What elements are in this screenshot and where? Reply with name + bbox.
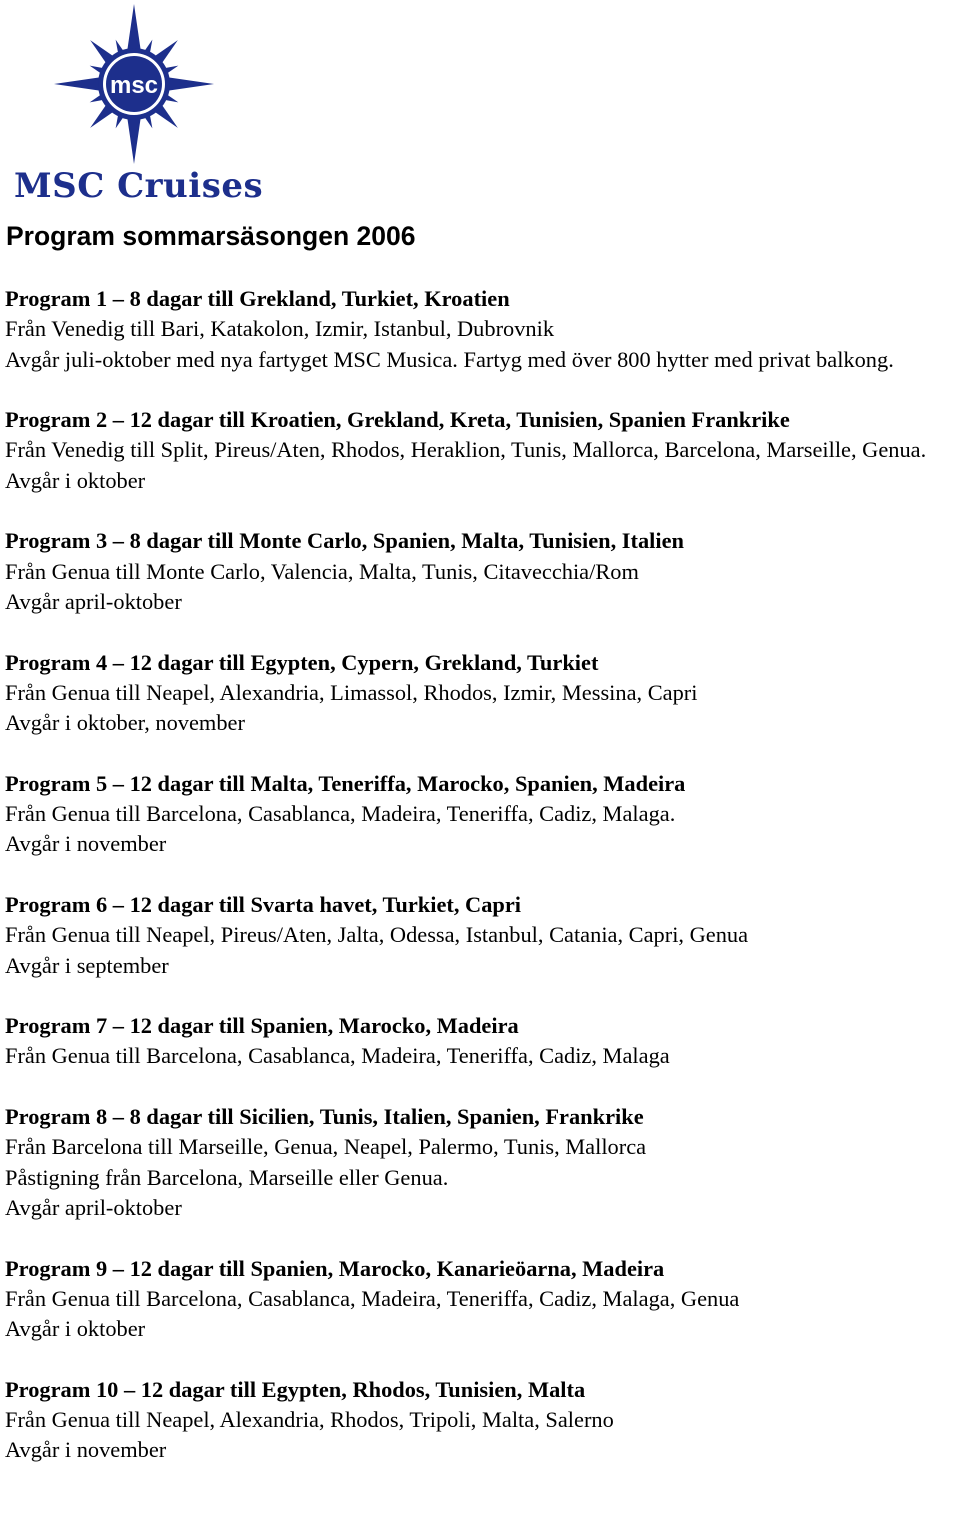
program-detail-line: Avgår i september xyxy=(5,952,169,978)
program-detail-line: Från Genua till Barcelona, Casablanca, Madeira, Teneriffa, Cadiz, Malaga. xyxy=(5,801,676,827)
program-heading: Program 4 – 12 dagar till Egypten, Cypern, Grekland, Turkiet xyxy=(5,649,599,675)
program-detail-line: Avgår i oktober, november xyxy=(5,710,245,736)
program-detail-line: Från Genua till Neapel, Alexandria, Limassol, Rhodos, Izmir, Messina, Capri xyxy=(5,679,698,705)
program-entry xyxy=(5,284,955,375)
program-heading: Program 3 – 8 dagar till Monte Carlo, Spanien, Malta, Tunisien, Italien xyxy=(5,528,685,554)
program-detail-line: Från Genua till Barcelona, Casablanca, Madeira, Teneriffa, Cadiz, Malaga, Genua xyxy=(5,1285,740,1311)
program-entry xyxy=(5,890,955,981)
program-heading: Program 2 – 12 dagar till Kroatien, Grekland, Kreta, Tunisien, Spanien Frankrike xyxy=(5,407,790,433)
program-entry xyxy=(5,1102,955,1223)
program-detail-line: Avgår i november xyxy=(5,1437,167,1463)
program-detail-line: Avgår i oktober xyxy=(5,467,146,493)
msc-monogram: msc xyxy=(109,72,159,99)
program-heading: Program 10 – 12 dagar till Egypten, Rhodos, Tunisien, Malta xyxy=(5,1376,586,1402)
program-entry xyxy=(5,1375,955,1466)
program-list xyxy=(5,284,955,1496)
compass-star-icon xyxy=(6,2,256,172)
program-entry xyxy=(5,526,955,617)
page-title: Program sommarsäsongen 2006 xyxy=(6,221,416,251)
program-detail-line: Avgår april-oktober xyxy=(5,1194,182,1220)
program-entry xyxy=(5,1011,955,1072)
program-detail-line: Påstigning från Barcelona, Marseille eller Genua. xyxy=(5,1164,449,1190)
program-detail-line: Från Genua till Neapel, Pireus/Aten, Jalta, Odessa, Istanbul, Catania, Capri, Genua xyxy=(5,922,749,948)
program-detail-line: Från Genua till Barcelona, Casablanca, Madeira, Teneriffa, Cadiz, Malaga xyxy=(5,1043,670,1069)
program-detail-line: Avgår april-oktober xyxy=(5,588,182,614)
program-detail-line: Från Venedig till Bari, Katakolon, Izmir, Istanbul, Dubrovnik xyxy=(5,316,555,342)
program-heading: Program 8 – 8 dagar till Sicilien, Tunis, Italien, Spanien, Frankrike xyxy=(5,1104,644,1130)
program-entry xyxy=(5,769,955,860)
program-detail-line: Från Genua till Monte Carlo, Valencia, Malta, Tunis, Citavecchia/Rom xyxy=(5,558,639,584)
program-heading: Program 6 – 12 dagar till Svarta havet, Turkiet, Capri xyxy=(5,891,522,917)
program-detail-line: Avgår i november xyxy=(5,831,167,857)
program-entry xyxy=(5,648,955,739)
program-detail-line: Från Genua till Neapel, Alexandria, Rhodos, Tripoli, Malta, Salerno xyxy=(5,1406,614,1432)
program-heading: Program 9 – 12 dagar till Spanien, Marocko, Kanarieöarna, Madeira xyxy=(5,1255,665,1281)
program-heading: Program 7 – 12 dagar till Spanien, Marocko, Madeira xyxy=(5,1013,519,1039)
program-detail-line: Avgår i oktober xyxy=(5,1316,146,1342)
program-detail-line: Avgår juli-oktober med nya fartyget MSC Musica. Fartyg med över 800 hytter med privat balkong. xyxy=(5,346,894,372)
logo-wordmark: MSC Cruises xyxy=(14,166,264,206)
program-heading: Program 5 – 12 dagar till Malta, Teneriffa, Marocko, Spanien, Madeira xyxy=(5,770,686,796)
program-entry xyxy=(5,405,955,496)
program-heading: Program 1 – 8 dagar till Grekland, Turkiet, Kroatien xyxy=(5,286,510,311)
program-entry xyxy=(5,1254,955,1345)
program-detail-line: Från Venedig till Split, Pireus/Aten, Rhodos, Heraklion, Tunis, Mallorca, Barcelona, Marseille, Genua. xyxy=(5,437,927,463)
program-detail-line: Från Barcelona till Marseille, Genua, Neapel, Palermo, Tunis, Mallorca xyxy=(5,1134,647,1160)
